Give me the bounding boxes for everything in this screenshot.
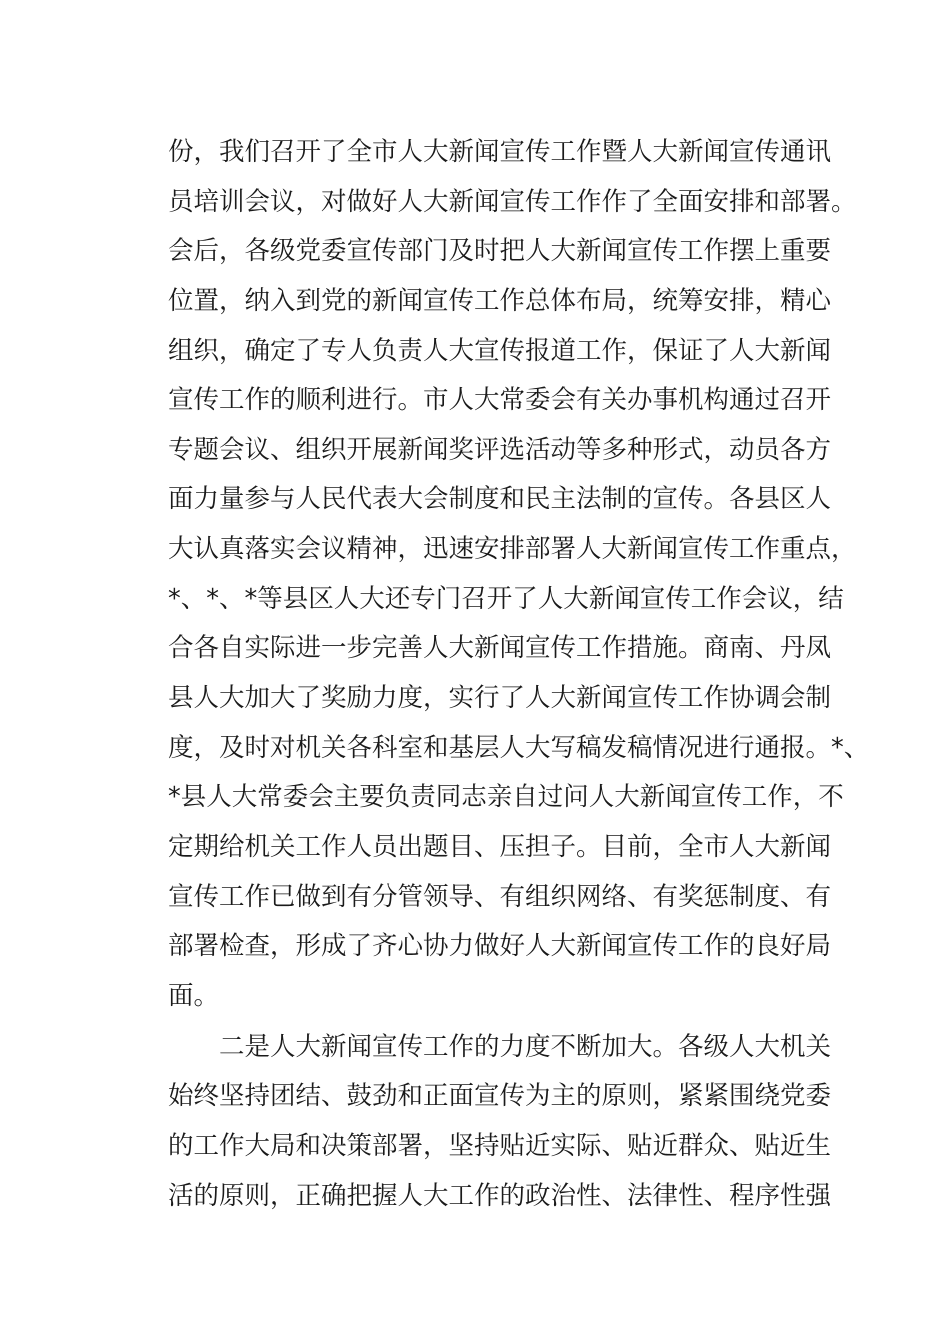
text-line: 组织，确定了专人负责人大宣传报道工作，保证了人大新闻: [168, 335, 832, 366]
text-line: 员培训会议，对做好人大新闻宣传工作作了全面安排和部署。: [168, 186, 857, 217]
text-line: 二是人大新闻宣传工作的力度不断加大。各级人大机关: [168, 1031, 832, 1062]
text-line: 始终坚持团结、鼓劲和正面宣传为主的原则，紧紧围绕党委: [168, 1081, 832, 1112]
paragraph-2: [168, 1023, 832, 1222]
text-line: 位置，纳入到党的新闻宣传工作总体布局，统筹安排，精心: [168, 285, 832, 316]
text-line: 面。: [168, 980, 220, 1011]
text-line: 份，我们召开了全市人大新闻宣传工作暨人大新闻宣传通讯: [168, 137, 832, 167]
text-line: 宣传工作已做到有分管领导、有组织网络、有奖惩制度、有: [168, 881, 832, 912]
text-line: 面力量参与人民代表大会制度和民主法制的宣传。各县区人: [168, 484, 832, 515]
document-body: [168, 128, 870, 1221]
text-line: *县人大常委会主要负责同志亲自过问人大新闻宣传工作，不: [168, 782, 844, 813]
text-line: 度，及时对机关各科室和基层人大写稿发稿情况进行通报。*、: [168, 732, 870, 763]
text-line: 宣传工作的顺利进行。市人大常委会有关办事机构通过召开: [168, 385, 832, 416]
text-line: 合各自实际进一步完善人大新闻宣传工作措施。商南、丹凤: [168, 633, 832, 664]
text-line: 大认真落实会议精神，迅速安排部署人大新闻宣传工作重点，: [168, 534, 857, 565]
text-line: 定期给机关工作人员出题目、压担子。目前，全市人大新闻: [168, 831, 832, 862]
text-line: 活的原则，正确把握人大工作的政治性、法律性、程序性强: [168, 1180, 832, 1211]
text-line: 会后，各级党委宣传部门及时把人大新闻宣传工作摆上重要: [168, 236, 832, 267]
text-line: 县人大加大了奖励力度，实行了人大新闻宣传工作协调会制: [168, 683, 832, 714]
paragraph-1: [168, 128, 870, 1022]
text-line: 专题会议、组织开展新闻奖评选活动等多种形式，动员各方: [168, 434, 832, 465]
text-line: 的工作大局和决策部署，坚持贴近实际、贴近群众、贴近生: [168, 1131, 832, 1162]
text-line: 部署检查，形成了齐心协力做好人大新闻宣传工作的良好局: [168, 931, 832, 962]
text-line: *、*、*等县区人大还专门召开了人大新闻宣传工作会议，结: [168, 583, 844, 614]
